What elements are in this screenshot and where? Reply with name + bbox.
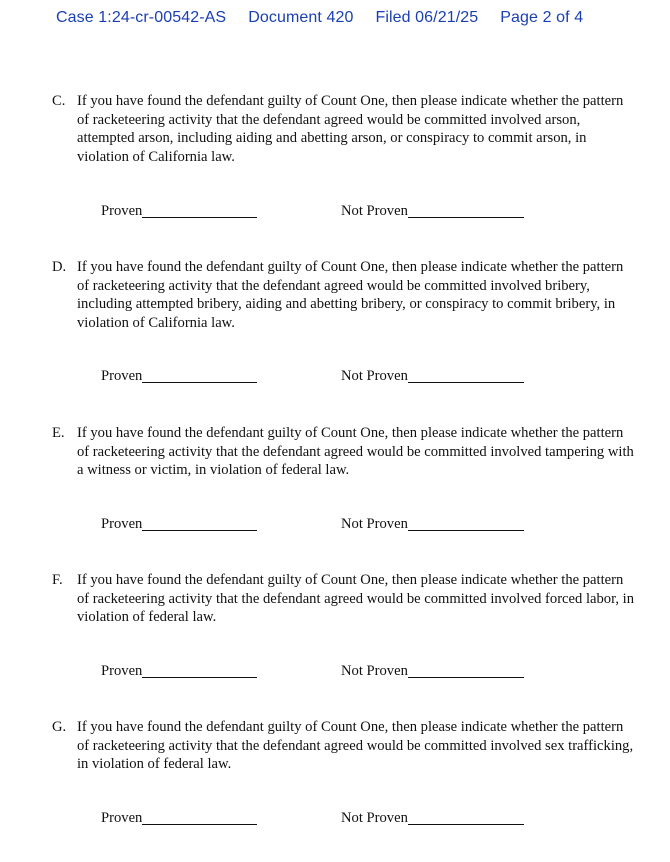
- item-letter: D.: [52, 259, 67, 275]
- not-proven-field: [341, 516, 524, 533]
- verdict-row-e: [101, 516, 561, 538]
- verdict-question-d: [52, 258, 638, 332]
- not-proven-blank[interactable]: [408, 663, 524, 678]
- proven-blank[interactable]: [142, 516, 257, 531]
- item-text: If you have found the defendant guilty of Count One, then please indicate whether the pattern of racketeering activity that the defendant agreed would be committed involved sex trafficking, in violation of federal law.: [77, 719, 634, 773]
- not-proven-label: Not Proven: [341, 516, 408, 532]
- proven-field: [101, 810, 257, 827]
- proven-label: Proven: [101, 516, 143, 532]
- case-number: Case 1:24-cr-00542-AS: [56, 9, 227, 26]
- not-proven-blank[interactable]: [408, 203, 524, 218]
- verdict-row-f: [101, 663, 561, 685]
- verdict-question-e: [52, 424, 638, 480]
- proven-label: Proven: [101, 368, 143, 384]
- filed-date: Filed 06/21/25: [375, 9, 479, 26]
- proven-field: [101, 368, 257, 385]
- not-proven-field: [341, 810, 524, 827]
- proven-blank[interactable]: [142, 663, 257, 678]
- not-proven-blank[interactable]: [408, 368, 524, 383]
- not-proven-label: Not Proven: [341, 203, 408, 219]
- proven-blank[interactable]: [142, 810, 257, 825]
- document-number: Document 420: [248, 9, 354, 26]
- not-proven-label: Not Proven: [341, 368, 408, 384]
- page-number: Page 2 of 4: [500, 9, 584, 26]
- item-text: If you have found the defendant guilty of Count One, then please indicate whether the pattern of racketeering activity that the defendant agreed would be committed involved arson, attempted arson, including aiding and abetting arson, or conspiracy to commit arson, in violation of California law.: [77, 93, 624, 165]
- item-letter: C.: [52, 93, 66, 109]
- verdict-row-c: [101, 203, 561, 225]
- verdict-question-g: [52, 718, 638, 774]
- verdict-question-c: [52, 92, 638, 166]
- not-proven-label: Not Proven: [341, 663, 408, 679]
- verdict-row-d: [101, 368, 561, 390]
- item-text: If you have found the defendant guilty of Count One, then please indicate whether the pattern of racketeering activity that the defendant agreed would be committed involved tampering with a witness or victim, in violation of federal law.: [77, 425, 634, 479]
- verdict-row-g: [101, 810, 561, 832]
- proven-label: Proven: [101, 810, 143, 826]
- verdict-question-f: [52, 571, 638, 627]
- not-proven-blank[interactable]: [408, 810, 524, 825]
- proven-field: [101, 516, 257, 533]
- proven-blank[interactable]: [142, 368, 257, 383]
- proven-field: [101, 203, 257, 220]
- proven-label: Proven: [101, 663, 143, 679]
- proven-blank[interactable]: [142, 203, 257, 218]
- not-proven-blank[interactable]: [408, 516, 524, 531]
- not-proven-field: [341, 368, 524, 385]
- item-letter: E.: [52, 425, 65, 441]
- not-proven-field: [341, 663, 524, 680]
- item-letter: G.: [52, 719, 67, 735]
- item-text: If you have found the defendant guilty of Count One, then please indicate whether the pattern of racketeering activity that the defendant agreed would be committed involved forced labor, in violation of federal law.: [77, 572, 635, 626]
- item-text: If you have found the defendant guilty of Count One, then please indicate whether the pattern of racketeering activity that the defendant agreed would be committed involved bribery, including attempted bribery, aiding and abetting bribery, or conspiracy to commit bribery, in violation of California law.: [77, 259, 624, 331]
- proven-label: Proven: [101, 203, 143, 219]
- not-proven-label: Not Proven: [341, 810, 408, 826]
- proven-field: [101, 663, 257, 680]
- item-letter: F.: [52, 572, 63, 588]
- case-header: [56, 9, 583, 27]
- not-proven-field: [341, 203, 524, 220]
